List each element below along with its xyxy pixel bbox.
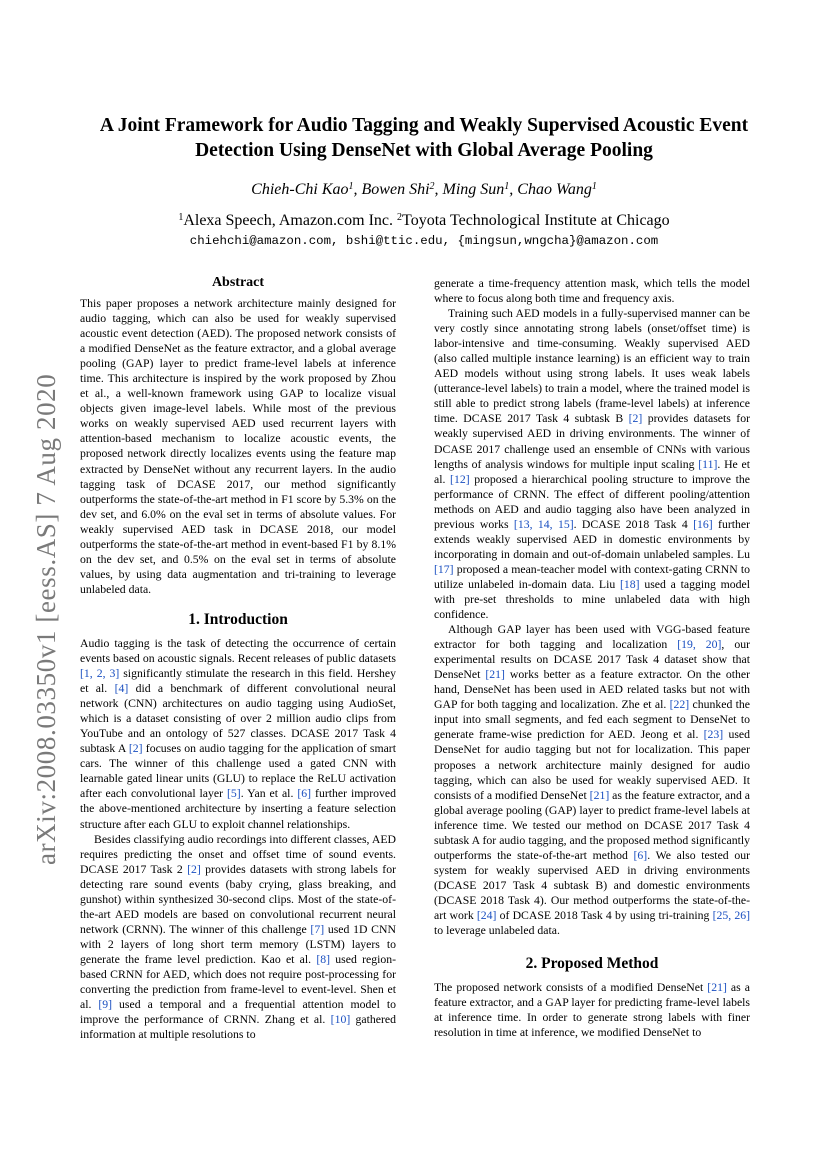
paragraph-text: Audio tagging is the task of detecting the occurrence of certain events based on acoustic signals. Recent releases of public datasets: [80, 636, 396, 665]
author-name: Bowen Shi: [361, 181, 430, 198]
author-affiliation-mark: 2: [429, 181, 435, 192]
left-column: [80, 274, 396, 1042]
method-paragraph-1: [434, 980, 750, 1040]
citation-link[interactable]: [24]: [476, 908, 497, 922]
intro-paragraph-5: [434, 622, 750, 938]
citation-link[interactable]: [21]: [485, 668, 505, 682]
citation-link[interactable]: [16]: [693, 517, 713, 531]
paragraph-text: focuses on audio tagging for the application of smart cars. The winner of this challenge used a gated CNN with learnable gated linear units (GLU) to replace the ReLU activation after each convolutional layer: [80, 742, 396, 801]
paragraph-text: provides datasets with strong labels for detecting rare sound events (baby crying, glass breaking, and gunshot) within synthesized 30-second clips. Most of the state-of-the-art AED models are based on convolutional recurrent neural network (CRNN). The winner of this challenge: [80, 862, 396, 936]
paragraph-text: generate a time-frequency attention mask, which tells the model where to focus along both time and frequency axis.: [434, 277, 750, 306]
author-affiliation-mark: 1: [348, 181, 354, 192]
title-block: [70, 114, 778, 249]
citation-link[interactable]: [6]: [297, 787, 312, 801]
paragraph-text: , our experimental results on DCASE 2017 Task 4 dataset show that DenseNet: [434, 638, 750, 682]
citation-link[interactable]: [1, 2, 3]: [80, 667, 120, 681]
paragraph-text: used DenseNet for audio tagging but not for localization. This paper proposes a network architecture mainly designed for audio tagging, which can also be used for weakly supervised AED. It consists of a modified DenseNet: [434, 728, 750, 802]
intro-paragraph-3: [434, 276, 750, 306]
citation-link[interactable]: [25, 26]: [712, 908, 750, 922]
paragraph-text: . He et al.: [434, 457, 750, 486]
paragraph-text: . Yan et al.: [240, 787, 298, 801]
intro-paragraph-2: [80, 832, 396, 1043]
intro-paragraph-4: [434, 306, 750, 622]
author-name: Ming Sun: [442, 181, 505, 198]
citation-link[interactable]: [22]: [669, 698, 690, 712]
citation-link[interactable]: [21]: [589, 788, 610, 802]
affiliation-name: Toyota Technological Institute at Chicago: [402, 212, 670, 229]
paper-title: [70, 114, 778, 163]
affiliation-number: 2: [397, 212, 403, 223]
paragraph-text: chunked the input into small segments, and fed each segment to DenseNet to generate frame-wise prediction for AED. Jeong et al.: [434, 698, 750, 742]
citation-link[interactable]: [18]: [619, 577, 640, 591]
paragraph-text: gathered information at multiple resolutions to: [80, 1013, 396, 1042]
affiliation-name: Alexa Speech, Amazon.com Inc.: [183, 212, 394, 229]
citation-link[interactable]: [19, 20]: [677, 638, 722, 652]
paragraph-text: proposed a hierarchical pooling structure to improve the performance of CRNN. The effect of different pooling/attention methods on AED and audio tagging also have been analyzed in previous works: [434, 472, 750, 531]
title-line-1: A Joint Framework for Audio Tagging and Weakly Supervised Acoustic Event: [99, 115, 749, 136]
paragraph-text: used a tagging model with pre-set thresholds to mine unlabeled data with high confidence.: [434, 577, 750, 622]
citation-link[interactable]: [11]: [698, 457, 718, 471]
paragraph-text: . DCASE 2018 Task 4: [573, 517, 694, 531]
paragraph-text: as a feature extractor, and a GAP layer for predicting frame-level labels at inference time. In order to generate strong labels with finer resolution in time at inference, we modified DenseNet to: [434, 981, 750, 1040]
citation-link[interactable]: [2]: [128, 742, 143, 756]
right-column: [434, 276, 750, 1040]
paragraph-text: significantly stimulate the research in this field. Hershey et al.: [80, 667, 397, 696]
citation-link[interactable]: [17]: [434, 562, 454, 576]
arxiv-id-text: arXiv:2008.03350v1 [eess.AS] 7 Aug 2020: [31, 373, 61, 865]
paragraph-text: further extends weakly supervised AED in domestic environments by incorporating in domain and out-of-domain unlabeled samples. Lu: [434, 517, 751, 561]
abstract-text: This paper proposes a network architecture mainly designed for audio tagging, which can also be used for weakly supervised acoustic event detection (AED). The proposed network consists of a modified DenseNet as the feature extractor, and a global average pooling (GAP) layer to predict frame-level labels at inference time. This architecture is inspired by the work proposed by Zhou et al., a well-known framework using GAP to localize visual objects given image-level labels. While most of the previous works on weakly supervised AED used recurrent layers with attention-based mechanism to localize acoustic events, the proposed network directly localizes events using the feature map extracted by DenseNet without any recurrent layers. In the audio tagging task of DCASE 2017, our method significantly outperforms the state-of-the-art method in F1 score by 5.3% on the dev set, and 6.0% on the eval set in terms of absolute values. For weakly supervised AED task in DCASE 2018, our model outperforms the state-of-the-art method in event-based F1 by 8.1% on the dev set, and 0.5% on the eval set in terms of absolute values, by using data augmentation and tri-training to leverage unlabeled data.: [80, 297, 396, 596]
citation-link[interactable]: [4]: [114, 682, 129, 696]
author-emails: chiehchi@amazon.com, bshi@ttic.edu, {mingsun,wngcha}@amazon.com: [189, 234, 659, 248]
citation-link[interactable]: [8]: [316, 952, 331, 966]
citation-link[interactable]: [13, 14, 15]: [513, 517, 574, 531]
author-affiliation-mark: 1: [591, 181, 597, 192]
author-list: Chieh-Chi Kao$^1$, Bowen Shi$^2$, Ming Sun$^1$, Chao Wang$^1$: [251, 181, 597, 198]
citation-link[interactable]: [7]: [310, 922, 325, 936]
paragraph-text: used region-based CRNN for AED, which does not require post-processing for converting the prediction from frame-level to event-level. Shen et al.: [80, 952, 397, 1012]
paragraph-text: to leverage unlabeled data.: [434, 924, 560, 938]
paragraph-text: proposed a mean-teacher model with context-gating CRNN to utilize unlabeled in-domain data. Liu: [434, 562, 750, 591]
paragraph-text: did a benchmark of different convolutional neural network (CNN) architectures on audio tagging using AudioSet, which is a dataset consisting of over 2 million audio clips from YouTube and an ontology of 527 classes. DCASE 2017 Task 4 subtask A: [80, 682, 396, 756]
abstract-heading: Abstract: [211, 275, 265, 290]
citation-link[interactable]: [12]: [450, 472, 470, 486]
citation-link[interactable]: [5]: [227, 787, 241, 801]
paragraph-text: as the feature extractor, and a global average pooling (GAP) layer to predict frame-level labels at inference time. We tested our method on DCASE 2017 Task 4 subtask A for audio tagging, and the proposed method significantly outperforms the state-of-the-art method: [434, 788, 751, 862]
proposed-method-heading: 2. Proposed Method: [525, 955, 659, 973]
paragraph-text: used a temporal and a frequential attention model to improve the performance of CRNN. Zhang et al.: [80, 998, 396, 1027]
paragraph-text: Besides classifying audio recordings into different classes, AED requires predicting the onset and offset time of sound events. DCASE 2017 Task 2: [80, 832, 396, 876]
paragraph-text: works better as a feature extractor. On the other hand, DenseNet has been used in AED related tasks but not with GAP for both tagging and localization. Zhe et al.: [434, 668, 750, 712]
affiliation-number: 1: [178, 212, 184, 223]
intro-paragraph-1: [80, 636, 396, 832]
paragraph-text: of DCASE 2018 Task 4 by using tri-training: [496, 908, 713, 922]
author-name: Chieh-Chi Kao: [251, 181, 349, 198]
affiliations: [70, 211, 778, 231]
citation-link[interactable]: [9]: [98, 998, 113, 1012]
author-name: Chao Wang: [517, 181, 592, 198]
citation-link[interactable]: [2]: [187, 862, 201, 876]
citation-link[interactable]: [10]: [330, 1013, 351, 1027]
author-affiliation-mark: 1: [504, 181, 510, 192]
paragraph-text: used 1D CNN with 2 layers of long short term memory (LSTM) layers to generate the frame level prediction. Kao et al.: [80, 922, 396, 966]
citation-link[interactable]: [21]: [707, 981, 727, 995]
citation-link[interactable]: [23]: [703, 728, 724, 742]
title-line-2: Detection Using DenseNet with Global Average Pooling: [195, 139, 653, 161]
paragraph-text: Although GAP layer has been used with VGG-based feature extractor for both tagging and localization: [434, 623, 750, 652]
introduction-heading: 1. Introduction: [188, 610, 288, 628]
paragraph-text: provides datasets for weakly supervised AED in driving environments. The winner of DCASE 2017 challenge used an ensemble of CNNs with various lengths of analysis windows for multiple input scaling: [434, 412, 750, 471]
paragraph-text: Training such AED models in a fully-supervised manner can be very costly since annotating strong labels (onset/offset time) is labor-intensive and time-consuming. Weakly supervised AED (also called multiple instance learning) is an efficient way to train AED models without using strong labels. It uses weak labels (utterance-level labels) to train a model, where the trained model is still able to predict strong labels (frame-level labels) at inference time. DCASE 2017 Task 4 subtask B: [434, 307, 750, 426]
paragraph-text: The proposed network consists of a modified DenseNet: [434, 981, 708, 995]
citation-link[interactable]: [2]: [628, 412, 643, 426]
paragraph-text: further improved the above-mentioned architecture by inserting a feature selection structure after each GLU to exploit channel relationships.: [80, 787, 396, 831]
citation-link[interactable]: [6]: [633, 848, 648, 862]
paragraph-text: . We also tested our system for weakly supervised AED in driving environments (DCASE 2017 Task 4 subtask B) and domestic environments (DCASE 2018 Task 4). Our method outperforms the state-of-the-art work: [434, 848, 750, 922]
